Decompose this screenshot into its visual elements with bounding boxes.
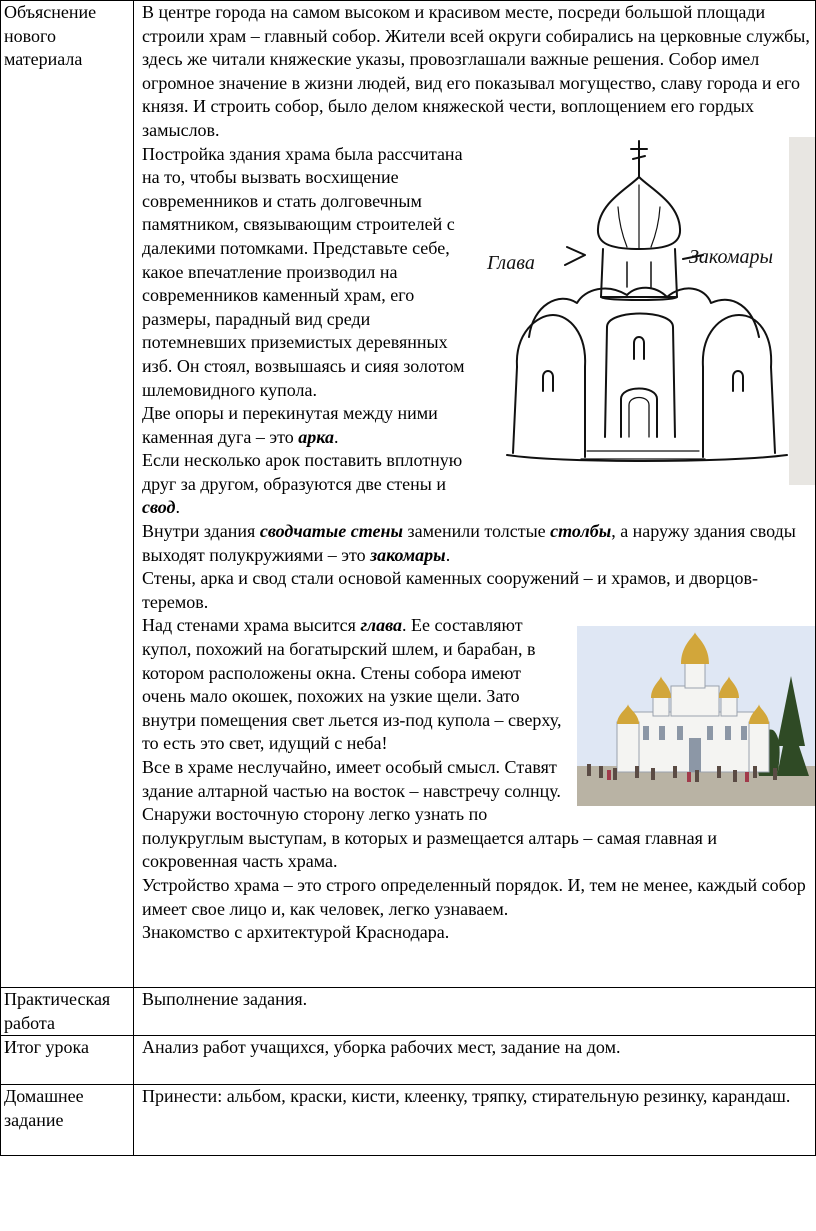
- term-pillars: столбы: [550, 521, 612, 542]
- row-label-practical: Практическая работа: [1, 988, 134, 1036]
- zakomary-label: Закомары: [689, 245, 774, 268]
- term-vault: свод: [142, 497, 176, 518]
- paragraph-altar: Все в храме неслучайно, имеет особый смысл. Ставят здание алтарной частью на восток – навстречу солнцу. Снаружи восточную сторону легко узнать по полукруглым выступам, в которых и размещается алтарь – самая главная и сокровенная часть храма.: [142, 757, 718, 872]
- paragraph-krasnodar: Знакомство с архитектурой Краснодара.: [142, 922, 450, 943]
- row-label-homework: Домашнее задание: [1, 1085, 134, 1156]
- cathedral-photo-image: [577, 626, 815, 806]
- paragraph-vault: Если несколько арок поставить вплотную друг за другом, образуются две стены и свод.: [142, 450, 463, 518]
- church-sketch-figure: [477, 137, 815, 485]
- summary-content: Анализ работ учащихся, уборка рабочих мест, задание на дом.: [134, 1036, 816, 1085]
- paragraph-intro: В центре города на самом высоком и красивом месте, посреди большой площади строили храм – главный собор. Жители всей округи собирались на церковные службы, здесь же читали княжеские указы, провозглашали важные решения. Собор имел огромное значение в жизни людей, вид его показывал могущество, славу города и его князя. И строить собор, было делом княжеской чести, воплощением его гордых замыслов.: [142, 2, 810, 140]
- table-row: [1, 1, 816, 988]
- practical-content: Выполнение задания.: [134, 988, 816, 1036]
- term-zakomary: закомары: [370, 544, 446, 565]
- table-row: [1, 988, 816, 1036]
- cathedral-photo: [577, 626, 815, 806]
- term-arch: арка: [298, 426, 334, 447]
- paragraph-arch: Две опоры и перекинутая между ними каменная дуга – это арка.: [142, 403, 438, 447]
- table-row: [1, 1036, 816, 1085]
- glava-label: Глава: [487, 251, 535, 274]
- paragraph-zakomary: Внутри здания сводчатые стены заменили толстые столбы, а наружу здания своды выходят полукружиями – это закомары.: [142, 521, 796, 565]
- explanation-content: [134, 1, 816, 988]
- paragraph-foundation: Стены, арка и свод стали основой каменных сооружений – и храмов, и дворцов-теремов.: [142, 568, 758, 612]
- term-vaulted-walls: сводчатые стены: [259, 521, 403, 542]
- church-sketch-illustration: [477, 137, 815, 485]
- row-label-explanation: Объяснение нового материала: [1, 1, 134, 988]
- table-row: [1, 1085, 816, 1156]
- term-glava: глава: [360, 615, 403, 636]
- row-label-summary: Итог урока: [1, 1036, 134, 1085]
- paragraph-order: Устройство храма – это строго определенный порядок. И, тем не менее, каждый собор имеет свое лицо и, как человек, легко узнаваем.: [142, 874, 806, 919]
- paragraph-construction: Постройка здания храма была рассчитана на то, чтобы вызвать восхищение современников и стать долговечным памятником, связывающим строителей с далекими потомками. Представьте себе, какое впечатление производил на современников каменный храм, его размеры, парадный вид среди потемневших приземистых деревянных изб. Он стоял, возвышаясь и сияя золотом шлемовидного купола.: [142, 143, 465, 400]
- paragraph-dome: Над стенами храма высится глава. Ее составляют купол, похожий на богатырский шлем, и барабан, в котором расположены окна. Стены собора имеют очень мало окошек, похожих на узкие щели. Зато внутри помещения свет льется из-под купола – сверху, то есть это свет, идущий с неба!: [142, 615, 562, 754]
- homework-content: Принести: альбом, краски, кисти, клеенку, тряпку, стирательную резинку, карандаш.: [134, 1085, 816, 1156]
